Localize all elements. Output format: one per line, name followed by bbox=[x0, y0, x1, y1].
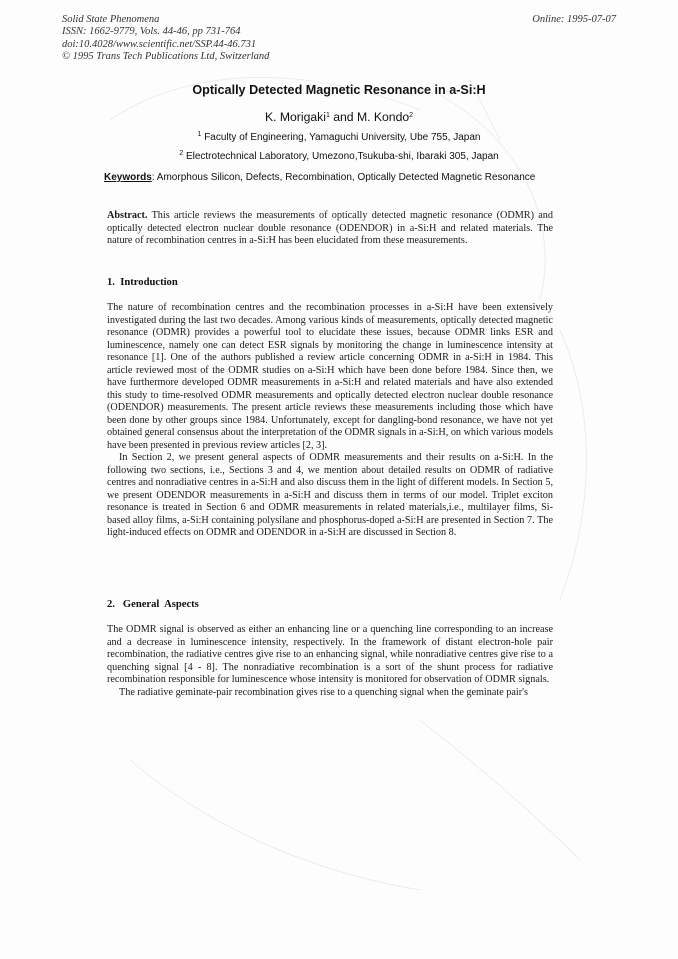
paragraph: The radiative geminate-pair recombination gives rise to a quenching signal when the geminate pair's bbox=[119, 686, 528, 698]
author-line bbox=[0, 110, 678, 124]
abstract-text: This article reviews the measurements of optically detected magnetic resonance (ODMR) and optically detected electron nuclear double resonance (ODENDOR) in a-Si:H and related materials. The nature of recombination centres in a-Si:H has been elucidated from these measurements. bbox=[107, 210, 553, 246]
affiliation-text: Electrotechnical Laboratory, Umezono,Tsukuba-shi, Ibaraki 305, Japan bbox=[185, 151, 499, 162]
general-aspects-body bbox=[107, 624, 553, 699]
issn-line: ISSN: 1662-9779, Vols. 44-46, pp 731-764 bbox=[62, 26, 241, 38]
journal-header bbox=[62, 14, 269, 64]
author-conjunction: and bbox=[329, 110, 357, 124]
abstract-label: Abstract. bbox=[107, 210, 148, 221]
copyright-line: © 1995 Trans Tech Publications Ltd, Switzerland bbox=[62, 51, 270, 63]
doi-line: doi:10.4028/www.scientific.net/SSP.44-46.731 bbox=[62, 38, 257, 50]
affiliation-marker: 2 bbox=[409, 112, 414, 119]
keywords-text: : Amorphous Silicon, Defects, Recombination, Optically Detected Magnetic Resonance bbox=[151, 172, 536, 183]
affiliation-marker: 1 bbox=[197, 131, 202, 138]
paragraph: In Section 2, we present general aspects of ODMR measurements and their results on a-Si:H. In the following two sections, i.e., Sections 3 and 4, we mention about detailed results on ODMR of radiative centres and nonradiative centres in a-Si:H and also discuss them in the light of different models. In Section 5, we present ODENDOR measurements in a-Si:H and discuss them in terms of our model. Triplet exciton resonance is treated in Section 6 and ODMR measurements in related materials,i.e., multilayer films, Si-based alloy films, a-Si:H containing polysilane and phosphorus-doped a-Si:H are presented in Section 7. The light-induced effects on ODMR and ODENDOR in a-Si:H are discussed in Section 8. bbox=[107, 452, 553, 538]
paper-title: Optically Detected Magnetic Resonance in a-Si:H bbox=[192, 83, 486, 97]
author-name: M. Kondo bbox=[356, 110, 410, 124]
affiliation-text: Faculty of Engineering, Yamaguchi University, Ube 755, Japan bbox=[204, 132, 481, 143]
section-heading: 1. Introduction bbox=[107, 277, 178, 288]
affiliation-marker: 1 bbox=[325, 112, 330, 119]
keywords-line bbox=[104, 172, 535, 183]
paragraph: The ODMR signal is observed as either an enhancing line or a quenching line corresponding to an increase and a decrease in luminescence intensity, respectively. In the framework of distant electron-hole pair recombination, the radiative centres give rise to an enhancing signal, while nonradiative centres give rise to a quenching signal [4 - 8]. The nonradiative recombination is a sort of the shunt process for radiative recombination responsible for luminescence whose intensity is monitored for observation of ODMR signals. bbox=[107, 624, 553, 685]
abstract bbox=[107, 210, 553, 248]
affiliation-marker: 2 bbox=[179, 150, 184, 157]
affiliation bbox=[0, 132, 678, 143]
section-heading: 2. General Aspects bbox=[107, 599, 199, 610]
paragraph: The nature of recombination centres and the recombination processes in a-Si:H have been extensively investigated during the last two decades. Among various kinds of measurements, optically detected magnetic resonance (ODMR) provides a powerful tool to elucidate these issues, because ODMR links ESR and luminescence, namely one can detect ESR signals by monitoring the change in luminescence intensity at resonance [1]. One of the authors published a review article concerning ODMR in a-Si:H in 1984. This article reviewed most of the ODMR studies on a-Si:H which have been done before 1984. Since then, we have furthermore developed ODMR measurements in a-Si:H and related materials and have also extended this study to time-resolved ODMR measurements and optically detected electron nuclear double resonance (ODENDOR) measurements. The present article reviews these measurements including those which have been done by other groups since 1984. Unfortunately, except for dangling-bond resonance, we have not yet obtained general consensus about the interpretation of the ODMR signals in a-Si:H, on which various models have been presented in previous review articles [2, 3]. bbox=[107, 302, 553, 451]
introduction-body bbox=[107, 302, 553, 540]
online-date: Online: 1995-07-07 bbox=[532, 14, 616, 25]
affiliation bbox=[0, 151, 678, 162]
journal-name: Solid State Phenomena bbox=[62, 14, 160, 25]
author-name: K. Morigaki bbox=[264, 110, 326, 124]
keywords-label: Keywords bbox=[104, 172, 152, 183]
